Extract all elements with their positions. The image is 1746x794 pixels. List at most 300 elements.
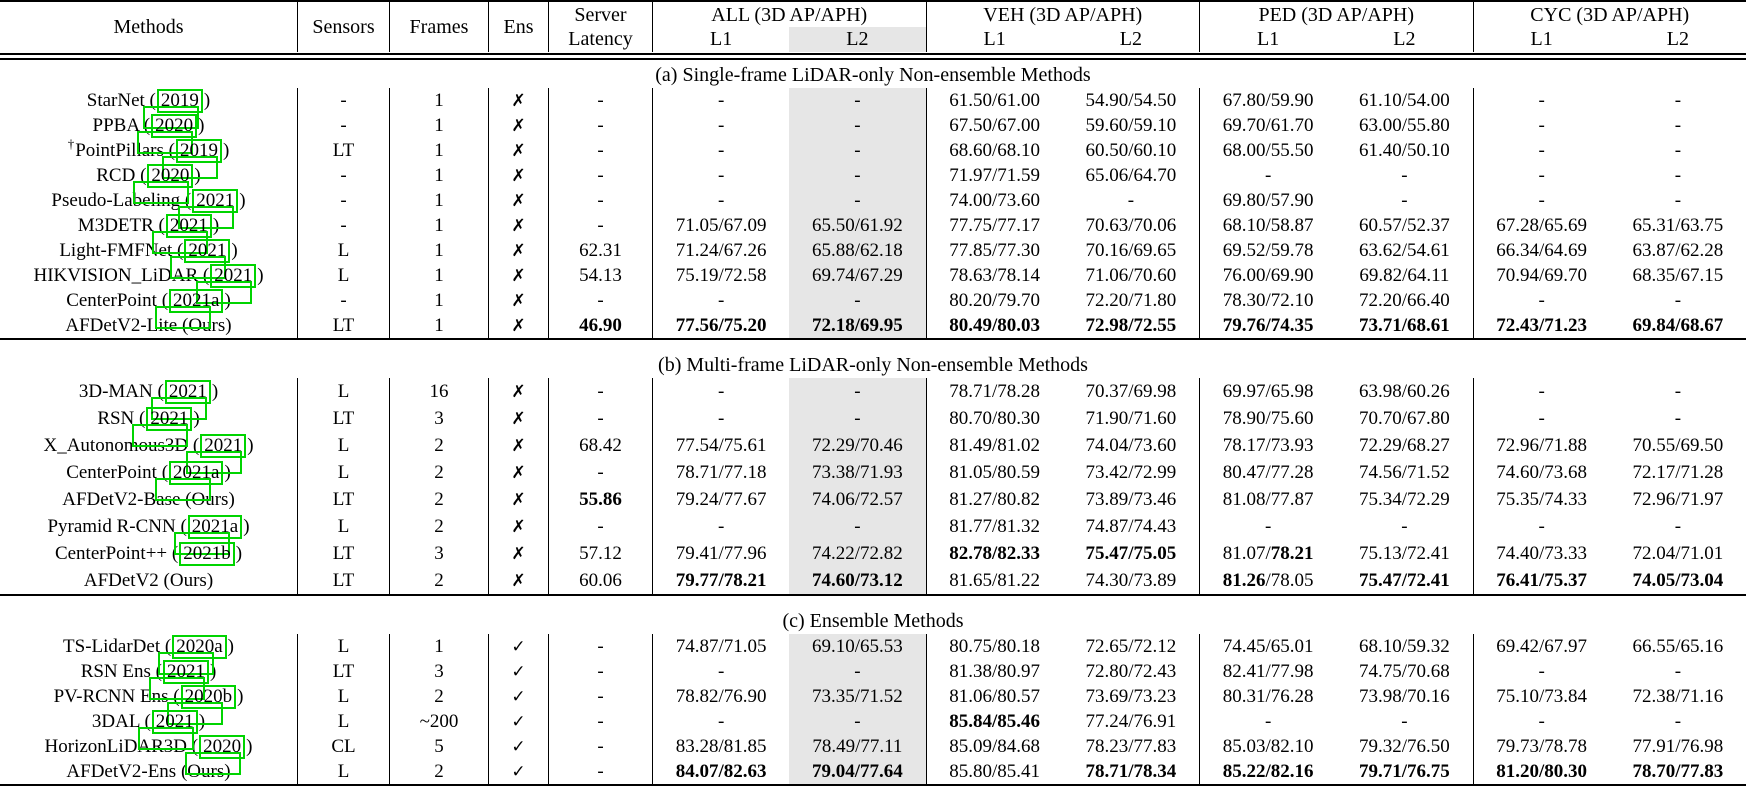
ap-value-cell: 80.20/79.70: [949, 289, 1041, 311]
ap-value-cell: 74.75/70.68: [1336, 659, 1473, 684]
ap-value-cell: 74.30/73.89: [1063, 567, 1200, 594]
ap-value-cell: 71.06/70.60: [1063, 263, 1200, 288]
latency-cell: 62.31: [549, 238, 653, 263]
method-name: CenterPoint ( 2021a ): [66, 289, 231, 311]
ap-value-cell: 75.19/72.58: [675, 264, 767, 286]
table-row: [0, 313, 1746, 338]
latency-cell: -: [549, 759, 653, 784]
sensors-cell: L: [298, 759, 390, 784]
citation-link[interactable]: 2019: [176, 139, 222, 163]
ap-value-cell: 77.75/77.17: [949, 214, 1041, 236]
ap-value-cell: 81.08/77.87: [1222, 488, 1314, 510]
ap-value-cell: 79.71/76.75: [1336, 759, 1473, 784]
ap-value-cell: -: [1674, 515, 1682, 537]
ens-mark: ✗: [489, 188, 549, 213]
citation-link[interactable]: 2021a: [169, 289, 223, 313]
ap-value-cell: 74.05/73.04: [1632, 569, 1724, 591]
citation-link[interactable]: 2021: [152, 710, 198, 734]
citation-link[interactable]: 2020a: [172, 635, 226, 659]
ap-value-cell: 73.89/73.46: [1063, 486, 1200, 513]
ap-value-cell: 79.32/76.50: [1336, 734, 1473, 759]
sensors-cell: L: [298, 432, 390, 459]
table-row: [0, 238, 1746, 263]
ap-value-cell: 54.90/54.50: [1063, 88, 1200, 113]
ens-mark: ✗: [489, 138, 549, 163]
ap-value-cell: 60.57/52.37: [1336, 213, 1473, 238]
frames-cell: 1: [390, 88, 489, 113]
ap-value-cell: 69.97/65.98: [1222, 380, 1314, 402]
frames-cell: 1: [390, 213, 489, 238]
ap-value-cell: 75.34/72.29: [1336, 486, 1473, 513]
method-name: StarNet ( 2019 ): [86, 89, 211, 111]
frames-cell: 1: [390, 238, 489, 263]
col-all-l2: L2: [789, 27, 925, 52]
latency-cell: -: [549, 709, 653, 734]
ap-value-cell: 72.38/71.16: [1632, 685, 1724, 707]
ap-value-cell: 78.71/78.34: [1063, 759, 1200, 784]
citation-link[interactable]: 2021: [163, 660, 209, 684]
ap-value-cell: 66.34/64.69: [1496, 239, 1588, 261]
col-server-latency-line2: Latency: [568, 28, 633, 50]
citation-link[interactable]: 2021a: [188, 515, 242, 539]
ap-value-cell: 74.22/72.82: [789, 540, 926, 567]
ap-value-cell: 80.49/80.03: [949, 314, 1041, 336]
ap-value-cell: -: [1538, 515, 1545, 537]
sensors-cell: -: [298, 213, 390, 238]
ap-value-cell: 78.82/76.90: [675, 685, 767, 707]
ap-value-cell: 83.28/81.85: [675, 735, 767, 757]
latency-cell: -: [549, 188, 653, 213]
latency-cell: -: [549, 163, 653, 188]
ap-value-cell: -: [1264, 515, 1272, 537]
table-row: [0, 486, 1746, 513]
table-row: [0, 513, 1746, 540]
ap-value-cell: 73.38/71.93: [789, 459, 926, 486]
ap-value-cell: -: [1674, 407, 1682, 429]
frames-cell: 1: [390, 138, 489, 163]
ap-value-cell: 74.04/73.60: [1063, 432, 1200, 459]
ap-value-cell: 61.50/61.00: [949, 89, 1041, 111]
sensors-cell: LT: [298, 405, 390, 432]
method-name: M3DETR ( 2021 ): [77, 214, 220, 236]
method-cell: [0, 238, 298, 263]
method-name: HIKVISION_LiDAR ( 2021 ): [33, 264, 264, 286]
ap-value-cell: -: [789, 88, 926, 113]
citation-link[interactable]: 2020b: [181, 685, 237, 709]
ap-value-cell: 70.37/69.98: [1063, 378, 1200, 405]
ap-value-cell: 65.31/63.75: [1632, 214, 1724, 236]
method-name: CenterPoint ( 2021a ): [66, 461, 231, 483]
ap-value-cell: 67.80/59.90: [1222, 89, 1314, 111]
ap-value-cell: 70.63/70.06: [1063, 213, 1200, 238]
ens-mark: ✓: [489, 659, 549, 684]
latency-cell: -: [549, 659, 653, 684]
table-row: [0, 459, 1746, 486]
ap-value-cell: 79.04/77.64: [789, 759, 926, 784]
ens-mark: ✗: [489, 113, 549, 138]
ap-value-cell: 81.38/80.97: [949, 660, 1041, 682]
sensors-cell: -: [298, 113, 390, 138]
ap-value-cell: 68.35/67.15: [1632, 264, 1724, 286]
ap-value-cell: -: [1538, 114, 1545, 136]
latency-cell: 57.12: [549, 540, 653, 567]
ap-value-cell: 85.03/82.10: [1222, 735, 1314, 757]
table-header: [0, 2, 1746, 52]
ap-value-cell: 84.07/82.63: [675, 760, 767, 782]
table-row: [0, 432, 1746, 459]
ap-value-cell: 78.23/77.83: [1063, 734, 1200, 759]
frames-cell: 2: [390, 759, 489, 784]
ap-value-cell: 69.84/68.67: [1632, 314, 1724, 336]
ap-value-cell: 81.49/81.02: [949, 434, 1041, 456]
method-name: PV-RCNN Ens ( 2020b ): [53, 685, 244, 707]
ens-mark: ✗: [489, 567, 549, 594]
latency-cell: -: [549, 88, 653, 113]
latency-cell: -: [549, 459, 653, 486]
ap-value-cell: 61.10/54.00: [1336, 88, 1473, 113]
ap-value-cell: 81.20/80.30: [1496, 760, 1588, 782]
ap-value-cell: 65.06/64.70: [1063, 163, 1200, 188]
citation-link[interactable]: 2021: [200, 434, 246, 458]
section-title: (b) Multi-frame LiDAR-only Non-ensemble Methods: [658, 354, 1088, 376]
ap-value-cell: -: [717, 380, 725, 402]
ap-value-cell: -: [789, 113, 926, 138]
ap-value-cell: -: [717, 289, 725, 311]
method-cell: [0, 88, 298, 113]
col-cyc-l1: L1: [1530, 28, 1553, 50]
ap-value-cell: 85.09/84.68: [949, 735, 1041, 757]
ap-value-cell: -: [1538, 380, 1545, 402]
latency-cell: 68.42: [549, 432, 653, 459]
ap-value-cell: 69.82/64.11: [1336, 263, 1473, 288]
table-row: [0, 684, 1746, 709]
ap-value-cell: 72.29/68.27: [1336, 432, 1473, 459]
method-cell: [0, 138, 298, 163]
method-cell: [0, 405, 298, 432]
frames-cell: 5: [390, 734, 489, 759]
method-cell: [0, 486, 298, 513]
ens-mark: ✗: [489, 238, 549, 263]
ap-value-cell: 80.47/77.28: [1222, 461, 1314, 483]
dagger-mark: †: [67, 136, 75, 152]
ap-value-cell: -: [1538, 289, 1545, 311]
ap-value-cell: 75.10/73.84: [1496, 685, 1588, 707]
sensors-cell: L: [298, 513, 390, 540]
ap-value-cell: 69.80/57.90: [1222, 189, 1314, 211]
section-rows: [0, 634, 1746, 786]
ap-value-cell: 78.49/77.11: [789, 734, 926, 759]
ap-value-cell: 67.50/67.00: [949, 114, 1041, 136]
method-cell: [0, 709, 298, 734]
ap-value-cell: 63.62/54.61: [1336, 238, 1473, 263]
ens-mark: ✗: [489, 313, 549, 338]
frames-cell: 1: [390, 263, 489, 288]
ap-value-cell: -: [789, 513, 926, 540]
section-rows: [0, 378, 1746, 596]
citation-link[interactable]: 2021a: [169, 461, 223, 485]
col-veh-l2: L2: [1119, 28, 1142, 50]
ap-value-cell: 67.28/65.69: [1496, 214, 1588, 236]
table-row: [0, 540, 1746, 567]
col-group-veh-label: VEH (3D AP/APH): [983, 4, 1143, 26]
ap-value-cell: -: [789, 378, 926, 405]
method-cell: [0, 378, 298, 405]
ap-value-cell: -: [717, 660, 725, 682]
ap-value-cell: 78.71/78.28: [949, 380, 1041, 402]
col-group-cyc-label: CYC (3D AP/APH): [1530, 4, 1690, 26]
ap-value-cell: 72.65/72.12: [1063, 634, 1200, 659]
ens-mark: ✗: [489, 540, 549, 567]
ap-value-cell: 79.73/78.78: [1496, 735, 1588, 757]
ens-mark: ✗: [489, 459, 549, 486]
ap-value-cell: -: [1538, 710, 1545, 732]
ap-value-cell: 75.35/74.33: [1496, 488, 1588, 510]
ap-value-cell: -: [1264, 710, 1272, 732]
table-row: [0, 138, 1746, 163]
citation-link[interactable]: 2020: [151, 114, 197, 138]
ap-value-cell: 85.22/82.16: [1222, 760, 1314, 782]
table-row: [0, 405, 1746, 432]
frames-cell: 1: [390, 188, 489, 213]
ens-mark: ✓: [489, 684, 549, 709]
ap-value-cell: -: [789, 163, 926, 188]
ap-value-cell: -: [1336, 163, 1473, 188]
ap-value-cell: 85.80/85.41: [949, 760, 1041, 782]
method-cell: [0, 213, 298, 238]
ap-value-cell: 73.42/72.99: [1063, 459, 1200, 486]
sensors-cell: LT: [298, 540, 390, 567]
ap-value-cell: 72.98/72.55: [1063, 313, 1200, 338]
ap-value-cell: 74.00/73.60: [949, 189, 1041, 211]
ap-value-cell: 68.60/68.10: [949, 139, 1041, 161]
section-rows: [0, 88, 1746, 340]
col-sensors: Sensors: [298, 2, 390, 52]
ap-value-cell: -: [1538, 139, 1545, 161]
ens-mark: ✗: [489, 513, 549, 540]
ap-value-cell: 70.70/67.80: [1336, 405, 1473, 432]
frames-cell: 2: [390, 459, 489, 486]
ap-value-cell: 72.17/71.28: [1632, 461, 1724, 483]
col-group-all-label: ALL (3D AP/APH): [711, 4, 868, 26]
table-row: [0, 213, 1746, 238]
ap-value-cell: 74.87/71.05: [675, 635, 767, 657]
citation-link[interactable]: 2019: [157, 89, 203, 113]
ap-value-cell: -: [789, 188, 926, 213]
sensors-cell: -: [298, 88, 390, 113]
ap-value-cell: -: [1264, 164, 1272, 186]
ap-value-cell: -: [1063, 188, 1200, 213]
latency-cell: -: [549, 288, 653, 313]
frames-cell: 3: [390, 659, 489, 684]
ap-value-cell: 65.88/62.18: [789, 238, 926, 263]
ap-value-cell: 77.85/77.30: [949, 239, 1041, 261]
ap-value-cell: 78.17/73.93: [1222, 434, 1314, 456]
ap-value-cell: -: [1674, 89, 1682, 111]
ap-value-cell: -: [1674, 660, 1682, 682]
ap-value-cell: 82.78/82.33: [949, 542, 1041, 564]
ap-value-cell: -: [1538, 89, 1545, 111]
citation-link[interactable]: 2021b: [179, 542, 235, 566]
ens-mark: ✓: [489, 734, 549, 759]
citation-link[interactable]: 2020: [199, 735, 245, 759]
ap-value-cell: 81.07/ 78.21: [1222, 542, 1314, 564]
ap-value-cell: 70.94/69.70: [1496, 264, 1588, 286]
col-cyc-l2: L2: [1666, 28, 1689, 50]
frames-cell: 1: [390, 313, 489, 338]
citation-link[interactable]: 2021: [146, 407, 192, 431]
citation-link[interactable]: 2021: [210, 264, 256, 288]
ap-value-cell: 72.43/71.23: [1496, 314, 1588, 336]
ap-value-cell: 77.56/75.20: [675, 314, 767, 336]
ap-value-cell: 78.90/75.60: [1222, 407, 1314, 429]
ap-value-cell: -: [717, 139, 725, 161]
sensors-cell: LT: [298, 138, 390, 163]
table-row: [0, 188, 1746, 213]
ap-value-cell: 71.90/71.60: [1063, 405, 1200, 432]
latency-cell: -: [549, 378, 653, 405]
ap-value-cell: 79.76/74.35: [1222, 314, 1314, 336]
ap-value-cell: 69.52/59.78: [1222, 239, 1314, 261]
latency-cell: -: [549, 513, 653, 540]
latency-cell: -: [549, 213, 653, 238]
method-cell: [0, 684, 298, 709]
ap-value-cell: 69.10/65.53: [789, 634, 926, 659]
latency-cell: 54.13: [549, 263, 653, 288]
ap-value-cell: 74.60/73.12: [789, 567, 926, 594]
ap-value-cell: -: [789, 659, 926, 684]
sensors-cell: LT: [298, 567, 390, 594]
table-row: [0, 263, 1746, 288]
table-row: [0, 734, 1746, 759]
frames-cell: 2: [390, 684, 489, 709]
method-cell: [0, 263, 298, 288]
frames-cell: 1: [390, 113, 489, 138]
ap-value-cell: -: [789, 288, 926, 313]
method-cell: [0, 634, 298, 659]
ens-mark: ✗: [489, 432, 549, 459]
ap-value-cell: 71.05/67.09: [675, 214, 767, 236]
method-cell: [0, 288, 298, 313]
ap-value-cell: 59.60/59.10: [1063, 113, 1200, 138]
ap-value-cell: 72.96/71.88: [1496, 434, 1588, 456]
ap-value-cell: -: [789, 709, 926, 734]
method-cell: [0, 313, 298, 338]
ap-value-cell: 63.00/55.80: [1336, 113, 1473, 138]
ap-value-cell: -: [1674, 289, 1682, 311]
ap-value-cell: 81.65/81.22: [949, 569, 1041, 591]
ap-value-cell: 77.54/75.61: [675, 434, 767, 456]
ap-value-cell: 79.41/77.96: [675, 542, 767, 564]
col-group-ped: [1200, 2, 1474, 52]
ens-mark: ✗: [489, 263, 549, 288]
ap-value-cell: 72.96/71.97: [1632, 488, 1724, 510]
method-name: RSN Ens ( 2021 ): [80, 660, 217, 682]
ap-value-cell: 72.29/70.46: [789, 432, 926, 459]
method-cell: [0, 734, 298, 759]
ap-value-cell: 80.70/80.30: [949, 407, 1041, 429]
ap-value-cell: 74.45/65.01: [1222, 635, 1314, 657]
sensors-cell: L: [298, 634, 390, 659]
citation-link[interactable]: 2020: [147, 164, 193, 188]
ap-value-cell: 78.63/78.14: [949, 264, 1041, 286]
citation-link[interactable]: 2021: [165, 380, 211, 404]
ap-value-cell: 74.06/72.57: [789, 486, 926, 513]
latency-cell: -: [549, 684, 653, 709]
method-name: X_Autonomous3D ( 2021 ): [43, 434, 254, 456]
ap-value-cell: -: [717, 515, 725, 537]
ens-mark: ✓: [489, 759, 549, 784]
col-server-latency: [549, 2, 653, 52]
citation-link[interactable]: 2021: [184, 239, 230, 263]
method-name: HorizonLiDAR3D ( 2020 ): [44, 735, 253, 757]
ap-value-cell: -: [717, 710, 725, 732]
ens-mark: ✗: [489, 288, 549, 313]
ap-value-cell: -: [1538, 164, 1545, 186]
frames-cell: ~200: [390, 709, 489, 734]
ap-value-cell: -: [1336, 188, 1473, 213]
sensors-cell: -: [298, 163, 390, 188]
ens-mark: ✓: [489, 634, 549, 659]
sensors-cell: L: [298, 459, 390, 486]
method-name: PPBA ( 2020 ): [92, 114, 205, 136]
col-server-latency-line1: Server: [574, 4, 627, 26]
sensors-cell: -: [298, 188, 390, 213]
method-name: RSN ( 2021 ): [97, 407, 200, 429]
sensors-cell: L: [298, 684, 390, 709]
ap-value-cell: 74.60/73.68: [1496, 461, 1588, 483]
sensors-cell: L: [298, 263, 390, 288]
ap-value-cell: 81.27/80.82: [949, 488, 1041, 510]
method-name: Light-FMFNet ( 2021 ): [59, 239, 238, 261]
ap-value-cell: 81.05/80.59: [949, 461, 1041, 483]
sensors-cell: LT: [298, 486, 390, 513]
latency-cell: -: [549, 138, 653, 163]
ap-value-cell: 69.42/67.97: [1496, 635, 1588, 657]
ens-mark: ✓: [489, 709, 549, 734]
table-row: [0, 113, 1746, 138]
ap-value-cell: -: [717, 114, 725, 136]
method-name: TS-LidarDet ( 2020a ): [63, 635, 234, 657]
ap-value-cell: 80.31/76.28: [1222, 685, 1314, 707]
ap-value-cell: 72.20/66.40: [1336, 288, 1473, 313]
ap-value-cell: 76.41/75.37: [1496, 569, 1588, 591]
ap-value-cell: 70.16/69.65: [1063, 238, 1200, 263]
ap-value-cell: -: [1336, 709, 1473, 734]
col-ens: Ens: [489, 2, 549, 52]
sensors-cell: CL: [298, 734, 390, 759]
ap-value-cell: 82.41/77.98: [1222, 660, 1314, 682]
citation-link[interactable]: 2021: [166, 214, 212, 238]
col-frames: Frames: [390, 2, 489, 52]
ap-value-cell: -: [789, 405, 926, 432]
ens-mark: ✗: [489, 405, 549, 432]
method-cell: [0, 432, 298, 459]
section-title: (a) Single-frame LiDAR-only Non-ensemble Methods: [655, 64, 1091, 86]
ap-value-cell: 80.75/80.18: [949, 635, 1041, 657]
method-name: 3DAL ( 2021 ): [91, 710, 206, 732]
ap-value-cell: -: [717, 89, 725, 111]
latency-cell: 55.86: [549, 486, 653, 513]
ap-value-cell: 66.55/65.16: [1632, 635, 1724, 657]
ap-value-cell: 78.70/77.83: [1632, 760, 1724, 782]
ens-mark: ✗: [489, 213, 549, 238]
method-name: AFDetV2-Ens (Ours): [66, 760, 231, 782]
ap-value-cell: 74.56/71.52: [1336, 459, 1473, 486]
citation-link[interactable]: 2021: [192, 189, 238, 213]
ap-value-cell: 73.98/70.16: [1336, 684, 1473, 709]
frames-cell: 2: [390, 567, 489, 594]
ap-value-cell: 65.50/61.92: [789, 213, 926, 238]
